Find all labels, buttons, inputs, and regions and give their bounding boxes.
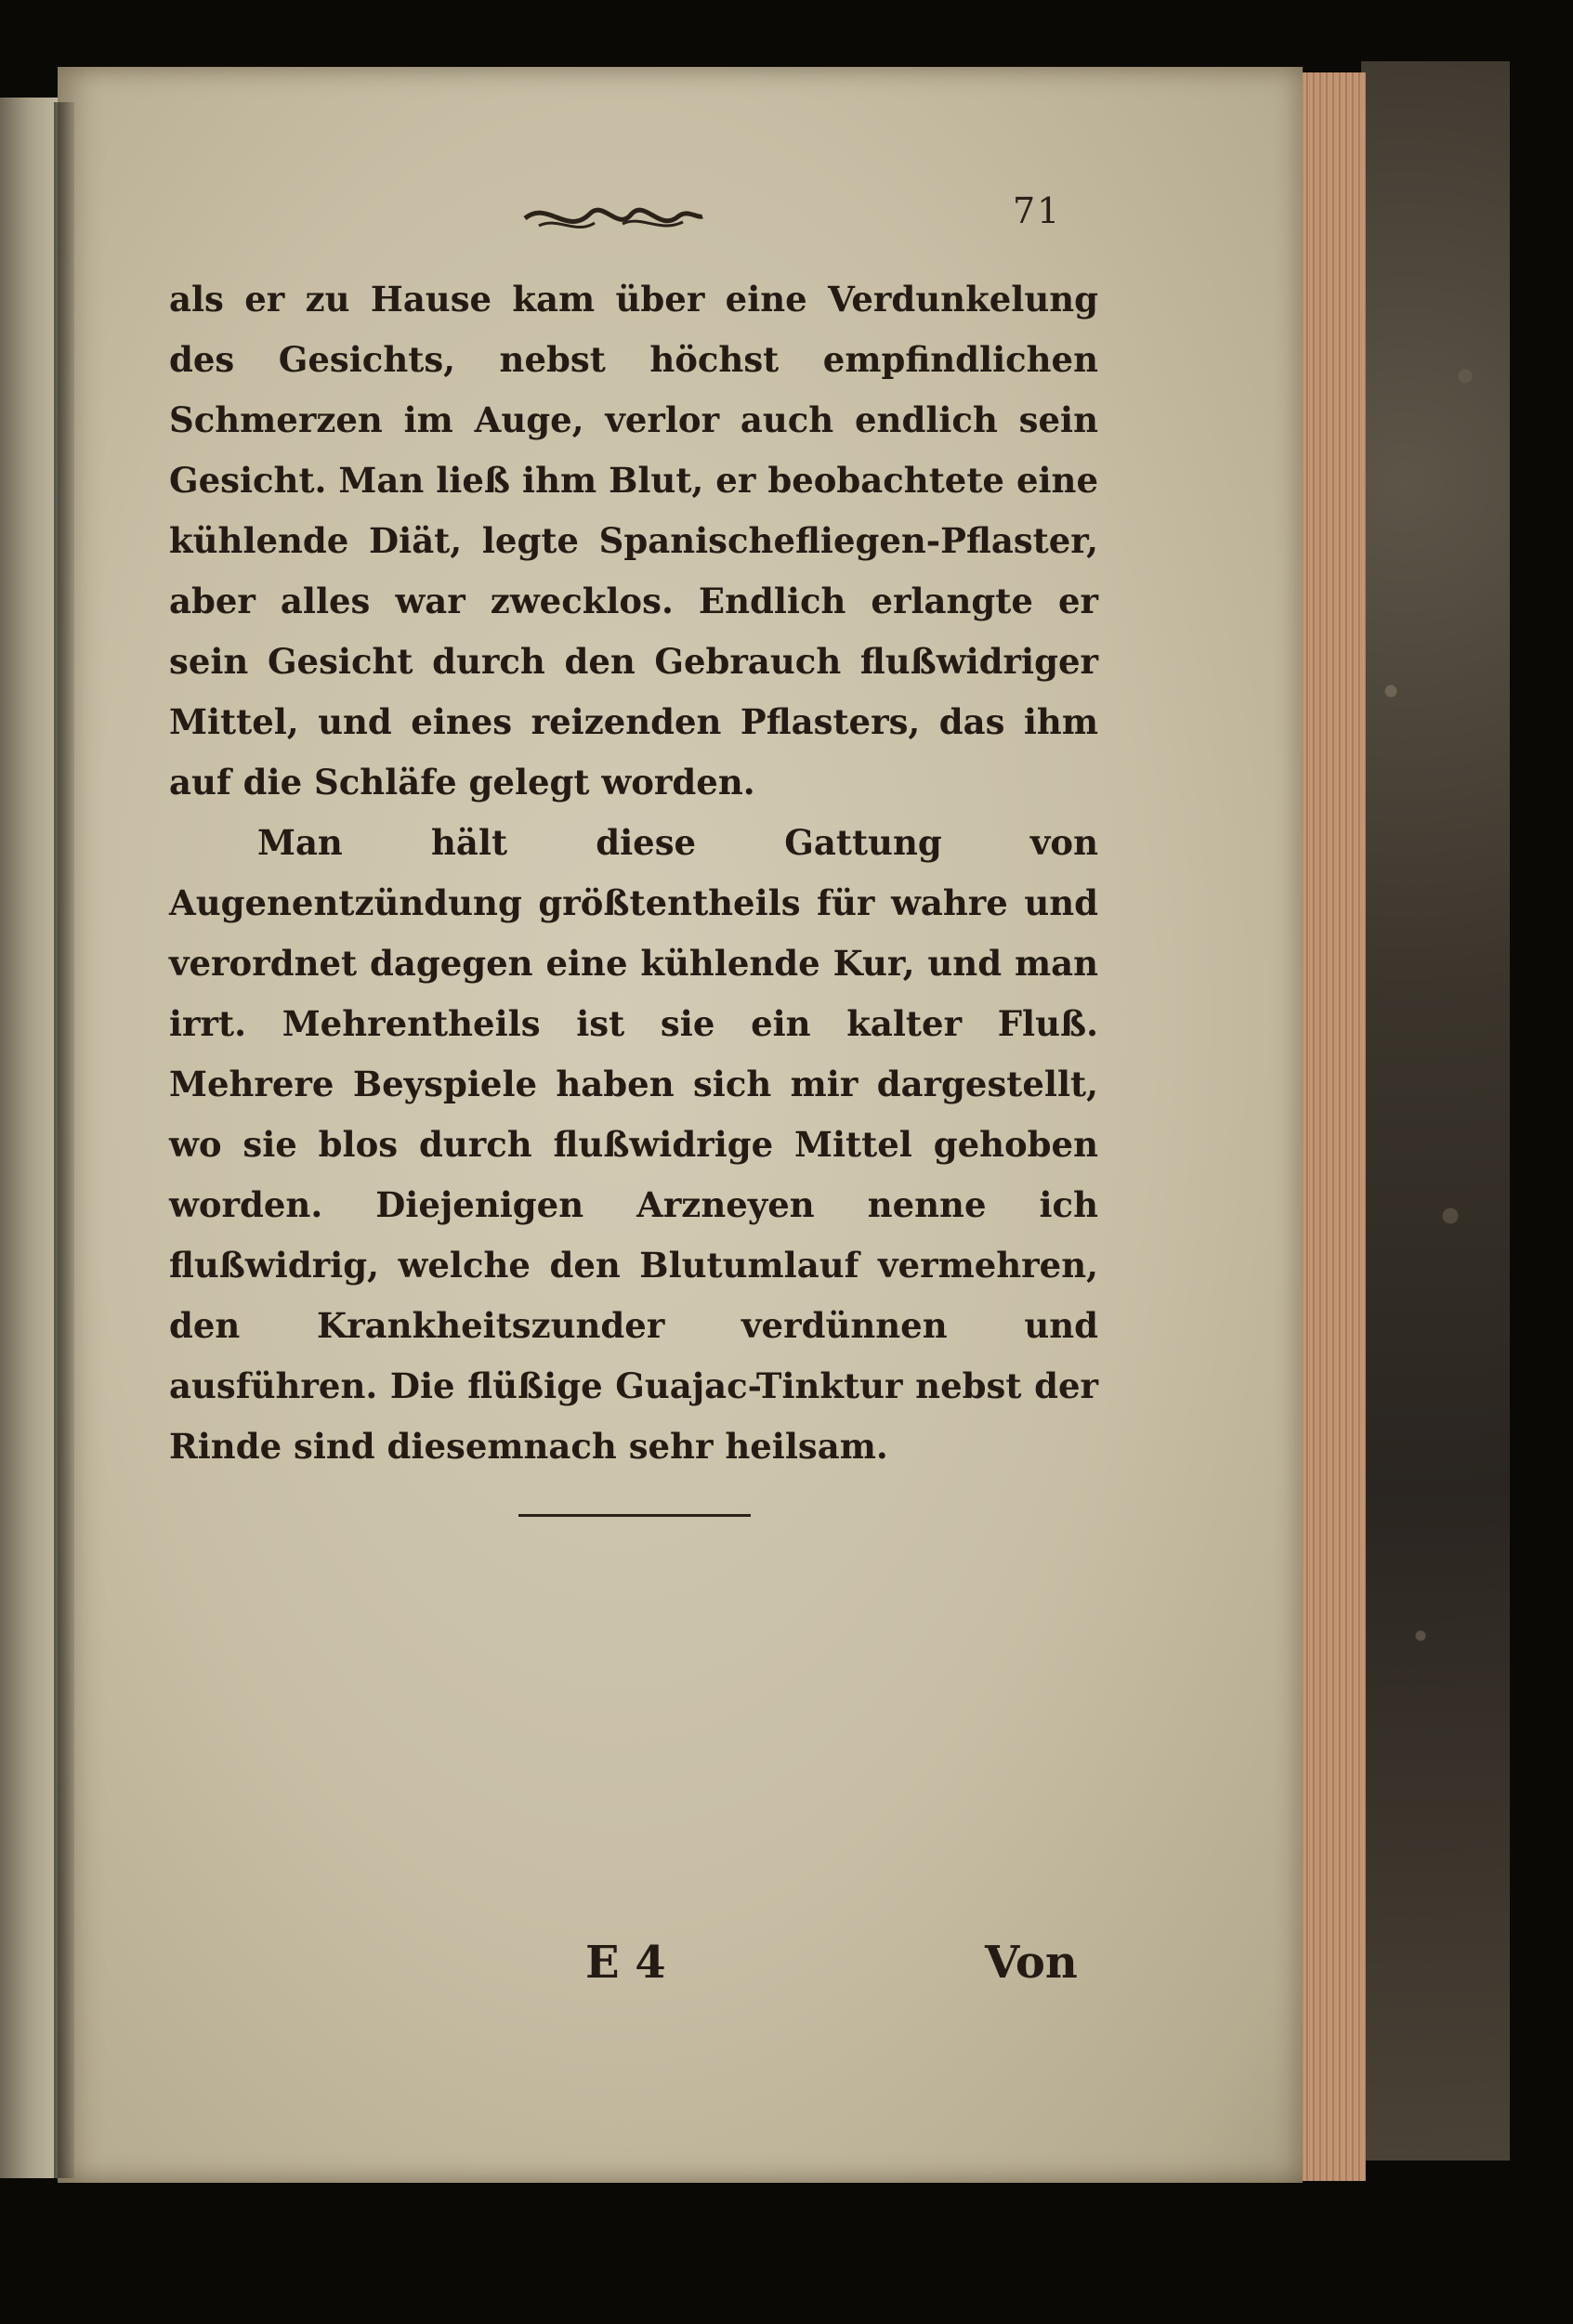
page-gutter: [54, 102, 74, 2178]
section-divider: [518, 1514, 751, 1517]
page-number: 71: [1013, 190, 1062, 231]
signature-mark: E 4: [585, 1937, 666, 1989]
catchword: Von: [985, 1937, 1078, 1989]
paragraph: Man hält diese Gattung von Augenentzündung größtentheils für wahre und verordnet dagegen eine kühlende Kur, und man irrt. Mehrentheils ist sie ein kalter Fluß. Mehrere Beyspiele haben sich mir dargestellt, wo sie blos durch flußwidrige Mittel gehoben worden. Diejenigen Arzneyen nenne ich flußwidrig, welche den Blutumlauf vermehren, den Krankheitszunder verdünnen und ausführen. Die flüßige Guajac-Tinktur nebst der Rinde sind diesemnach sehr heilsam.: [169, 822, 1098, 1467]
ornament-icon: [520, 190, 706, 246]
marbled-cover-pattern: [1361, 61, 1510, 2161]
page-block-edge: [1296, 72, 1366, 2181]
book-cover: [1361, 61, 1510, 2161]
paragraph: als er zu Hause kam über eine Verdunkelung des Gesichts, nebst höchst empfindlichen Schmerzen im Auge, verlor auch endlich sein Gesicht. Man ließ ihm Blut, er beobachtete eine kühlende Diät, legte Spanischefliegen-Pflaster, aber alles war zwecklos. Endlich erlangte er sein Gesicht durch den Gebrauch flußwidriger Mittel, und eines reizenden Pflasters, das ihm auf die Schläfe gelegt worden.: [169, 279, 1098, 803]
body-text: [169, 269, 1098, 1477]
